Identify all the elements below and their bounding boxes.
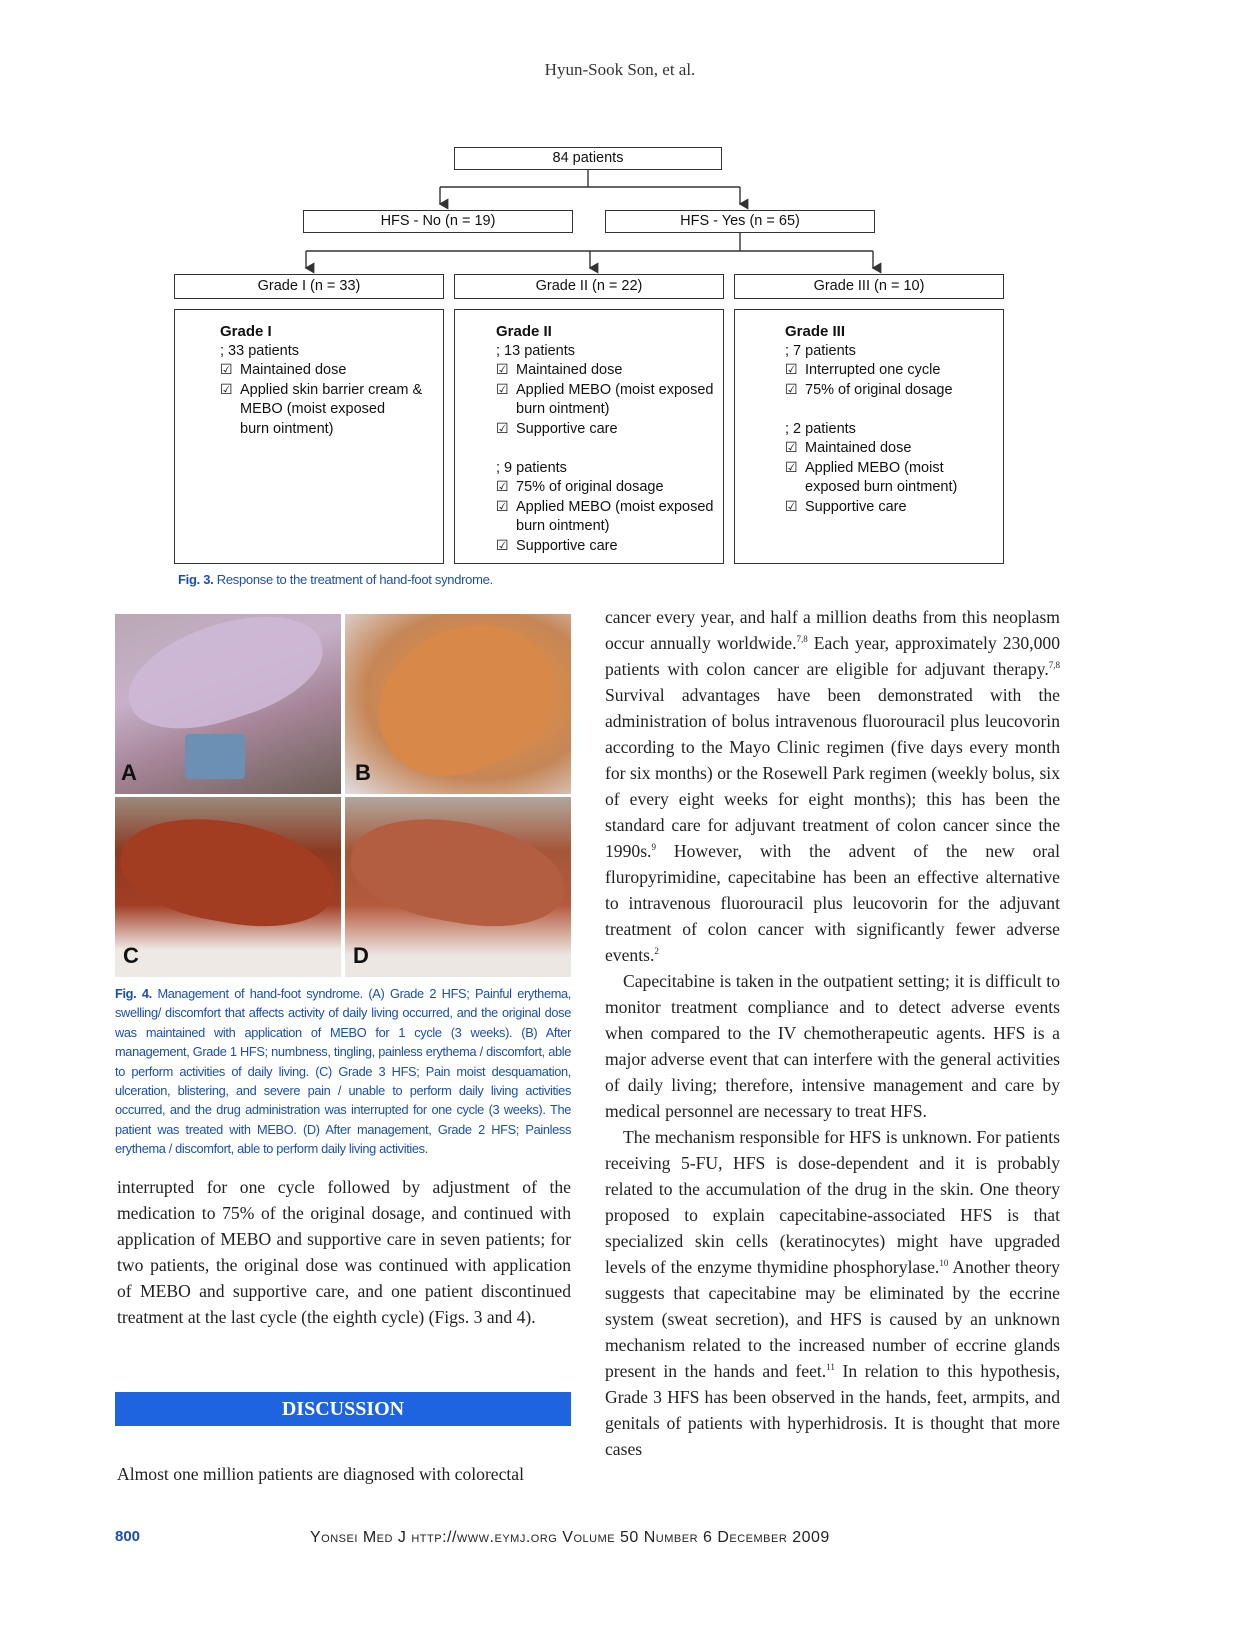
photo-panel-c <box>115 797 341 977</box>
checkbox-item: ☑ Supportive care <box>785 498 993 518</box>
citation: 9 <box>651 842 656 853</box>
grade-2-detail <box>454 309 724 564</box>
citation: 10 <box>939 1258 949 1269</box>
panel-label-a: A <box>121 760 137 785</box>
figure-4-caption-text: Management of hand-foot syndrome. (A) Grade 2 HFS; Painful erythema, swelling/ discomfort that affects activity of daily living occurred, and the original dose was maintained with application of MEBO for 1 cycle (3 weeks). (B) After management, Grade 1 HFS; numbness, tingling, painless erythema / discomfort, able to perform activities of daily living. (C) Grade 3 HFS; Pain moist desquamation, ulceration, blistering, and severe pain / unable to perform daily living activities occurred, and the drug administration was interrupted for one cycle (3 weeks). The patient was treated with MEBO. (D) After management, Grade 2 HFS; Painless erythema / discomfort, able to perform daily living activities. <box>115 986 571 1157</box>
grade-2-node: Grade II (n = 22) <box>454 274 724 299</box>
running-head: Hyun-Sook Son, et al. <box>544 60 696 79</box>
checkbox-item-continued: burn ointment) <box>240 420 334 437</box>
citation: 2 <box>654 946 659 957</box>
photo-panel-b <box>345 614 571 794</box>
grade-1-title: Grade I <box>220 323 272 340</box>
panel-label-c: C <box>123 943 139 968</box>
panel-label-d: D <box>353 943 369 968</box>
figure-4-label: Fig. 4. <box>115 986 152 1001</box>
checkbox-item: ☑ 75% of original dosage <box>496 478 713 498</box>
root-node: 84 patients <box>454 147 722 170</box>
hfs-no-node: HFS - No (n = 19) <box>303 210 573 233</box>
checkbox-item-continued: exposed burn ointment) <box>805 479 958 495</box>
text-run: In relation to this hypothesis, Grade 3 HFS has been observed in the hands, feet, armpits, and genitals of patients with hyperhidrosis. It is thought that more cases <box>605 1361 1060 1459</box>
hfs-yes-node: HFS - Yes (n = 65) <box>605 210 875 233</box>
grade-3-node: Grade III (n = 10) <box>734 274 1004 299</box>
grade-3-group1-count: ; 7 patients <box>785 342 856 359</box>
grade-3-title: Grade III <box>785 323 846 340</box>
checkbox-item: ☑ Maintained dose <box>496 361 713 381</box>
checkbox-item: ☑ Maintained dose <box>220 361 433 381</box>
text-run: However, with the advent of the new oral fluropyrimidine, capecitabine has been an effective alternative to intravenous fluorouracil plus leucovorin for the adjuvant treatment of colon cancer with significantly fewer adverse events. <box>605 841 1060 965</box>
section-heading-discussion: DISCUSSION <box>115 1392 571 1426</box>
checkbox-item: ☑ Applied MEBO (moist exposed <box>496 498 713 518</box>
journal-footer: Yonsei Med J http://www.eymj.org Volume 50 Number 6 December 2009 <box>310 1529 830 1546</box>
figure-3-caption-text: Response to the treatment of hand-foot syndrome. <box>213 572 493 587</box>
citation: 7,8 <box>796 634 808 645</box>
body-paragraph: Almost one million patients are diagnosed with colorectal <box>117 1464 525 1484</box>
checkbox-item-continued: burn ointment) <box>516 518 610 534</box>
text-run: Survival advantages have been demonstrated with the administration of bolus intravenous fluorouracil plus leucovorin according to the Mayo Clinic regimen (five days every month for six months) or the Rosewell Park regimen (weekly bolus, six of every eight weeks for eight months); this has been the standard care for adjuvant treatment of colon cancer since the 1990s. <box>605 685 1060 861</box>
checkbox-item: ☑ Maintained dose <box>785 439 993 459</box>
checkbox-item: ☑ Applied MEBO (moist <box>785 459 993 479</box>
grade-3-group2-count: ; 2 patients <box>785 420 856 437</box>
grade-1-count: ; 33 patients <box>220 342 299 359</box>
checkbox-item: ☑ Interrupted one cycle <box>785 361 993 381</box>
checkbox-item-continued: MEBO (moist exposed <box>240 401 386 417</box>
grade-3-detail <box>734 309 1004 564</box>
checkbox-item: ☑ Applied MEBO (moist exposed <box>496 381 713 401</box>
body-paragraph <box>605 1124 1060 1462</box>
left-column <box>117 1174 571 1330</box>
checkbox-item: ☑ Supportive care <box>496 537 713 557</box>
text-run: cancer every year, and half a million deaths from this neoplasm occur annually worldwide. <box>605 607 1060 653</box>
checkbox-item: ☑ Applied skin barrier cream & <box>220 381 433 401</box>
checkbox-item: ☑ Supportive care <box>496 420 713 440</box>
panel-label-b: B <box>355 760 371 785</box>
body-paragraph: interrupted for one cycle followed by adjustment of the medication to 75% of the original dosage, and continued with application of MEBO and supportive care in seven patients; for two patients, the original dose was continued with application of MEBO and supportive care, and one patient discontinued treatment at the last cycle (the eighth cycle) (Figs. 3 and 4). <box>117 1177 571 1327</box>
photo-panel-d <box>345 797 571 977</box>
grade-2-group2-count: ; 9 patients <box>496 459 567 476</box>
checkbox-item-continued: burn ointment) <box>516 401 610 417</box>
grade-2-title: Grade II <box>496 323 552 340</box>
text-run: Each year, approximately 230,000 patients with colon cancer are eligible for adjuvant therapy. <box>605 633 1060 679</box>
figure-3-label: Fig. 3. <box>178 572 214 587</box>
grade-2-group1-count: ; 13 patients <box>496 342 575 359</box>
checkbox-item: ☑ 75% of original dosage <box>785 381 993 401</box>
citation: 7,8 <box>1048 660 1060 671</box>
figure-3-caption <box>178 572 493 587</box>
figure-4-caption <box>115 984 571 1159</box>
text-run: Another theory suggests that capecitabine may be eliminated by the eccrine system (sweat secretion), and HFS is caused by an unknown mechanism related to the increased number of eccrine glands present in the hands and feet. <box>605 1257 1060 1381</box>
right-column <box>605 604 1060 1462</box>
citation: 11 <box>826 1362 835 1373</box>
grade-1-detail <box>174 309 444 564</box>
body-paragraph: Capecitabine is taken in the outpatient setting; it is difficult to monitor treatment compliance and to detect adverse events when compared to the IV chemotherapeutic agents. HFS is a major adverse event that can interfere with the general activities of daily living; therefore, intensive management and care by medical personnel are necessary to treat HFS. <box>605 971 1060 1121</box>
page-number: 800 <box>115 1528 141 1545</box>
photo-panel-a <box>115 614 341 794</box>
body-paragraph <box>605 604 1060 968</box>
grade-1-node: Grade I (n = 33) <box>174 274 444 299</box>
text-run: The mechanism responsible for HFS is unknown. For patients receiving 5-FU, HFS is dose-dependent and it is probably related to the accumulation of the drug in the skin. One theory proposed to explain capecitabine-associated HFS is that specialized skin cells (keratinocytes) might have upgraded levels of the enzyme thymidine phosphorylase. <box>605 1127 1060 1277</box>
